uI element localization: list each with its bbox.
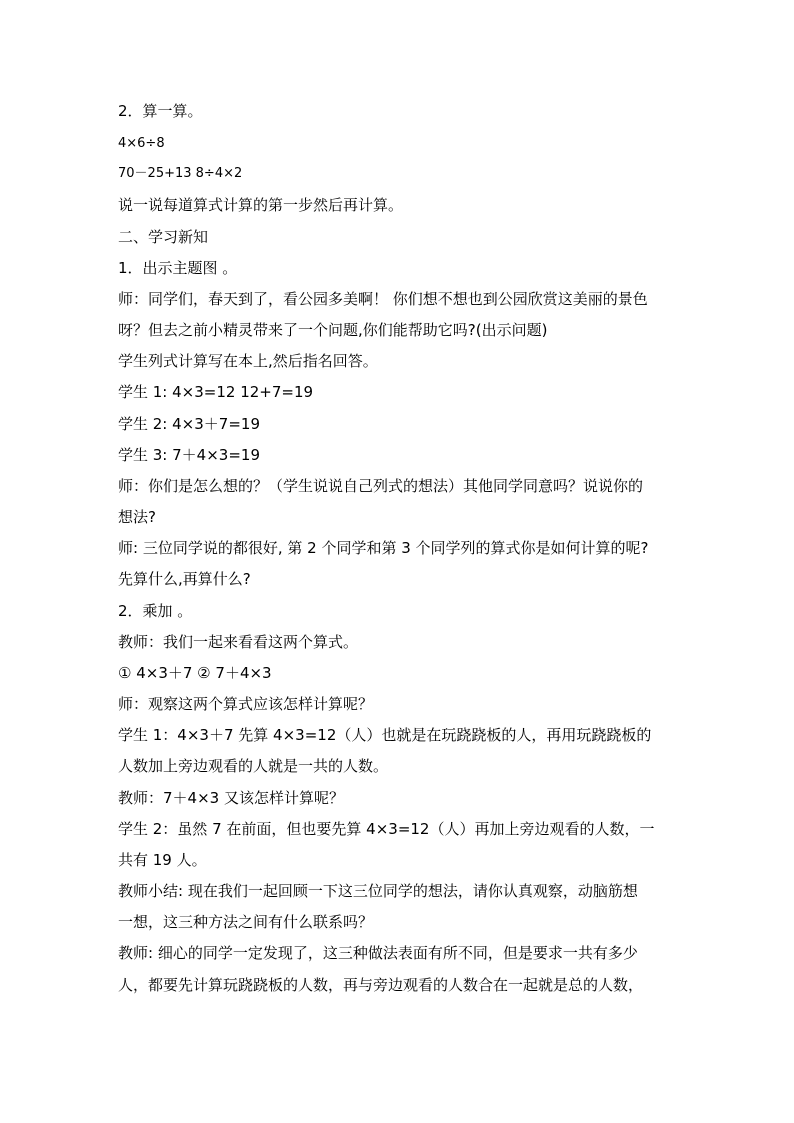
section-heading: 二、学习新知 [118, 228, 209, 246]
text-line: 70－25+13 8÷4×2 [118, 166, 243, 181]
text-line: 4×6÷8 [118, 136, 165, 151]
text-line: 说一说每道算式计算的第一步然后再计算。 [118, 196, 404, 214]
text-line: 师：同学们，春天到了，看公园多美啊！ 你们想不想也到公园欣赏这美丽的景色 [118, 290, 648, 308]
text-line: 学生 2：虽然 7 在前面，但也要先算 4×3=12（人）再加上旁边观看的人数，一 [118, 820, 655, 838]
text-line: 先算什么,再算什么? [118, 570, 251, 588]
text-line: 学生 1: 4×3=12 12+7=19 [118, 383, 314, 401]
text-line: 人，都要先计算玩跷跷板的人数，再与旁边观看的人数合在一起就是总的人数， [118, 976, 644, 994]
text-line: 教师小结: 现在我们一起回顾一下这三位同学的想法，请你认真观察，动脑筋想 [118, 882, 638, 900]
text-line: 师: 三位同学说的都很好, 第 2 个同学和第 3 个同学列的算式你是如何计算的呢? [118, 539, 649, 557]
text-line: 1．出示主题图 。 [118, 259, 238, 277]
text-line: 2．乘加 。 [118, 602, 193, 620]
text-line: 学生 3: 7＋4×3=19 [118, 446, 260, 464]
text-line: 学生 1：4×3＋7 先算 4×3=12（人）也就是在玩跷跷板的人，再用玩跷跷板的 [118, 726, 652, 744]
text-line: 呀？但去之前小精灵带来了一个问题,你们能帮助它吗?(出示问题) [118, 321, 548, 339]
text-line: 想法? [118, 508, 156, 526]
text-line: 2．算一算。 [118, 102, 203, 120]
text-line: ① 4×3＋7 ② 7＋4×3 [118, 664, 272, 682]
text-line: 教师: 细心的同学一定发现了，这三种做法表面有所不同，但是要求一共有多少 [118, 944, 638, 962]
text-line: 一想，这三种方法之间有什么联系吗？ [118, 913, 374, 931]
text-line: 人数加上旁边观看的人就是一共的人数。 [118, 757, 389, 775]
text-line: 师：观察这两个算式应该怎样计算呢？ [118, 695, 374, 713]
text-line: 教师：7＋4×3 又该怎样计算呢？ [118, 789, 344, 807]
text-line: 学生 2: 4×3＋7=19 [118, 415, 260, 433]
text-line: 学生列式计算写在本上,然后指名回答。 [118, 352, 378, 370]
text-line: 师：你们是怎么想的？（学生说说自己列式的想法）其他同学同意吗？说说你的 [118, 477, 644, 495]
text-line: 共有 19 人。 [118, 851, 207, 869]
text-line: 教师：我们一起来看看这两个算式。 [118, 633, 359, 651]
